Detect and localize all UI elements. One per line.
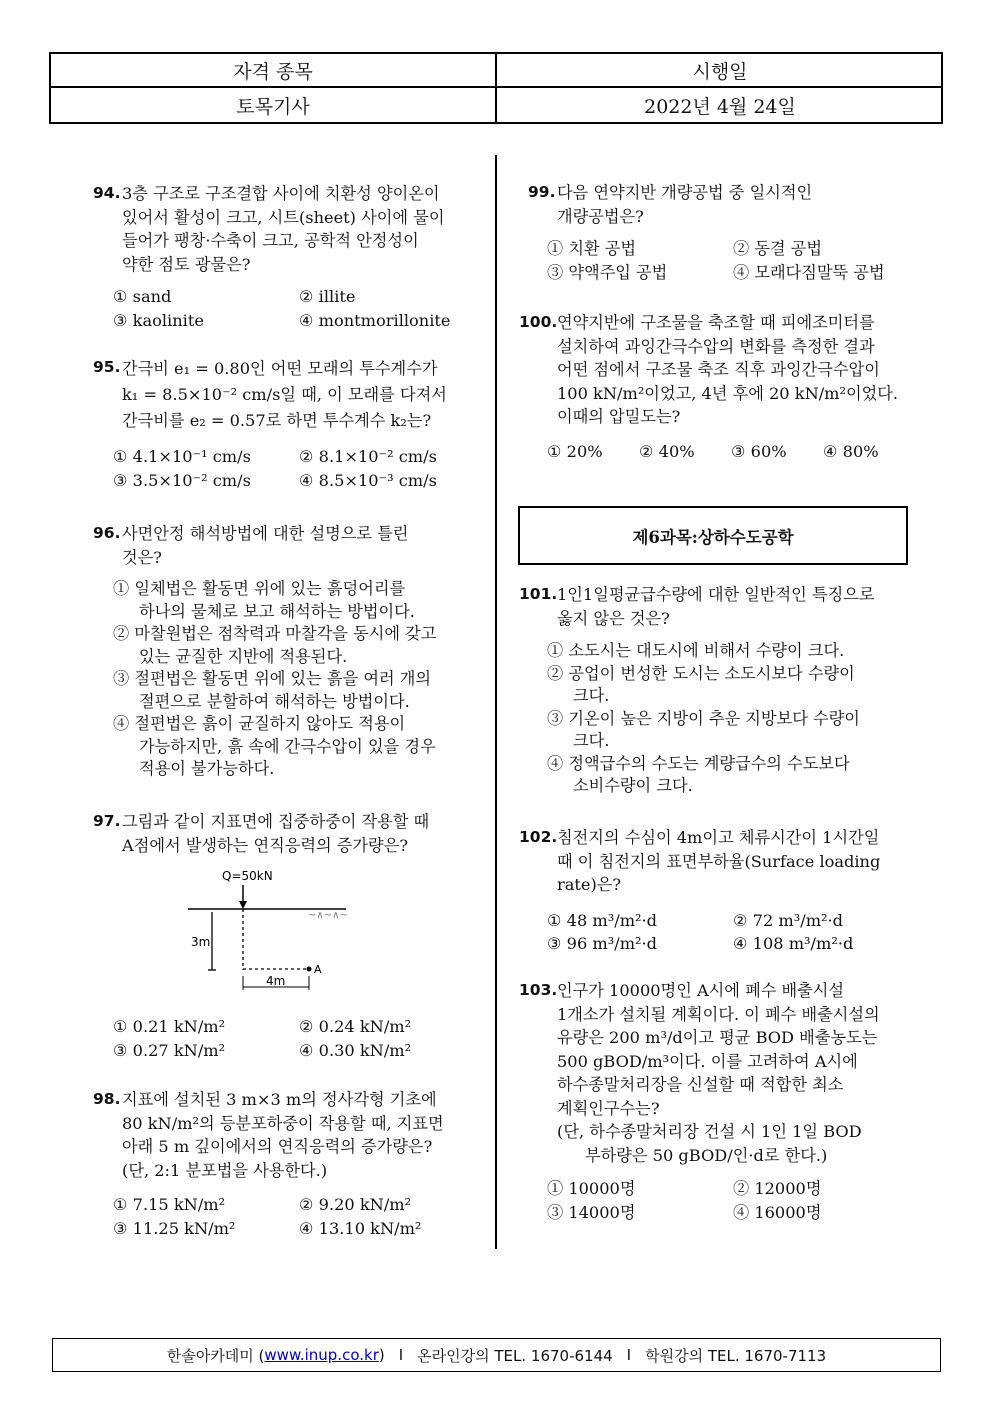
exam-info-table: [49, 52, 943, 124]
stem-line: 약한 점토 광물은?: [122, 254, 251, 274]
stem-line: 유량은 200 m³/d이고 평균 BOD 배출농도는: [557, 1028, 878, 1047]
question-number: 94.: [93, 184, 121, 202]
stem-line: 옳지 않은 것은?: [557, 608, 670, 628]
option-text: ④ 절편법은 흙이 균질하지 않아도 적용이: [113, 714, 406, 733]
stem-line: 침전지의 수심이 4m이고 체류시간이 1시간일: [557, 828, 880, 847]
stem-line: A점에서 발생하는 연직응력의 증가량은?: [122, 835, 408, 855]
question-94: [93, 182, 478, 332]
question-number: 101.: [519, 585, 558, 603]
option-2[interactable]: ② illite: [299, 287, 356, 306]
depth-label: 3m: [191, 935, 211, 949]
question-number: 99.: [528, 183, 556, 201]
option-4[interactable]: ④ 13.10 kN/m²: [299, 1218, 422, 1238]
option-1[interactable]: ① 20%: [547, 441, 603, 461]
option-4[interactable]: ④ 모래다짐말뚝 공법: [733, 262, 885, 282]
question-stem: [93, 522, 478, 569]
stem-line: 80 kN/m²의 등분포하중이 작용할 때, 지표면: [122, 1113, 444, 1133]
question-stem: [93, 1088, 478, 1182]
stem-line: 연약지반에 구조물을 축조할 때 피에조미터를: [557, 313, 875, 332]
option-2[interactable]: ② 0.24 kN/m²: [299, 1017, 412, 1036]
section-title-box: 제6과목:상하수도공학: [518, 506, 908, 565]
option-1[interactable]: ① 7.15 kN/m²: [113, 1195, 226, 1214]
answer-options: [113, 445, 478, 492]
option-3[interactable]: ③ 96 m³/m²·d: [547, 934, 658, 953]
question-97: [93, 810, 478, 857]
option-2[interactable]: ② 8.1×10⁻² cm/s: [299, 447, 437, 466]
option-1[interactable]: ① 0.21 kN/m²: [113, 1017, 226, 1036]
answer-options: [547, 640, 919, 798]
option-1[interactable]: ① 48 m³/m²·d: [547, 910, 658, 930]
question-number: 96.: [93, 524, 121, 542]
question-96: [93, 522, 478, 781]
footer-separator: I: [626, 1346, 632, 1364]
subject-value: 토목기사: [51, 88, 497, 122]
online-lecture-phone: 온라인강의 TEL. 1670-6144: [417, 1346, 613, 1365]
arrowhead-icon: [239, 901, 247, 909]
option-4[interactable]: ④ 0.30 kN/m²: [299, 1040, 412, 1060]
question-100: [519, 311, 919, 463]
answer-options: [113, 578, 478, 781]
option-text: ① 소도시는 대도시에 비해서 수량이 크다.: [547, 641, 845, 660]
option-3[interactable]: ③ 약액주입 공법: [547, 262, 668, 282]
stem-line: rate)은?: [557, 875, 622, 894]
answer-options: [113, 1015, 485, 1062]
option-text: ③ 절편법은 활동면 위에 있는 흙을 여러 개의: [113, 669, 432, 688]
option-text: ② 마찰원법은 점착력과 마찰각을 동시에 갖고: [113, 624, 437, 643]
option-4[interactable]: [113, 713, 478, 781]
answer-options: [113, 1193, 478, 1240]
date-value: 2022년 4월 24일: [644, 95, 796, 118]
question-stem: [519, 826, 919, 897]
option-text: 하나의 물체로 보고 해석하는 방법이다.: [139, 601, 415, 621]
option-4[interactable]: ④ montmorillonite: [299, 310, 451, 330]
option-2[interactable]: [113, 623, 478, 668]
option-text: ④ 정액급수의 수도는 계량급수의 수도보다: [547, 753, 850, 773]
option-4[interactable]: ④ 80%: [823, 441, 879, 461]
stem-line: 부하량은 50 gBOD/인·d로 한다.): [585, 1145, 828, 1165]
option-2[interactable]: ② 동결 공법: [733, 239, 823, 258]
option-3[interactable]: ③ 14000명: [547, 1202, 636, 1222]
footer-bar: [52, 1338, 941, 1372]
option-3[interactable]: ③ 11.25 kN/m²: [113, 1218, 236, 1238]
question-stem: [519, 979, 919, 1167]
option-3[interactable]: [547, 708, 919, 753]
stem-line: 3층 구조로 구조결합 사이에 치환성 양이온이: [122, 184, 440, 203]
question-stem: [528, 181, 928, 228]
stem-line: 들어가 팽창·수축이 크고, 공학적 안정성이: [122, 231, 419, 250]
stem-line: 있어서 활성이 크고, 시트(sheet) 사이에 물이: [122, 207, 445, 227]
question-stem: [519, 311, 919, 429]
question-number: 100.: [519, 313, 558, 331]
option-text: 가능하지만, 흙 속에 간극수압이 있을 경우: [139, 736, 436, 756]
option-2[interactable]: ② 9.20 kN/m²: [299, 1195, 412, 1214]
question-103: [519, 979, 919, 1224]
stem-line: 이때의 압밀도는?: [557, 407, 681, 426]
stem-line: (단, 하수종말처리장 건설 시 1인 1일 BOD: [557, 1122, 862, 1141]
option-4[interactable]: ④ 108 m³/m²·d: [733, 934, 854, 953]
stem-line: 계획인구수는?: [557, 1098, 660, 1118]
option-1[interactable]: ① sand: [113, 287, 172, 306]
option-text: 크다.: [573, 731, 610, 750]
stem-line: 때 이 침전지의 표면부하율(Surface loading: [557, 851, 881, 871]
website-link[interactable]: www.inup.co.kr: [264, 1346, 379, 1364]
stem-line: 아래 5 m 깊이에서의 연직응력의 증가량은?: [122, 1137, 433, 1156]
date-label: 시행일: [692, 60, 748, 83]
question-number: 102.: [519, 828, 558, 846]
question-97-options: [113, 1015, 485, 1062]
option-4[interactable]: ④ 8.5×10⁻³ cm/s: [299, 470, 437, 490]
stem-line: 간극비 e₁ = 0.80인 어떤 모래의 투수계수가: [122, 359, 438, 378]
option-text: ③ 기온이 높은 지방이 추운 지방보다 수량이: [547, 708, 860, 728]
option-1[interactable]: ① 10000명: [547, 1179, 636, 1198]
ground-hatch-icon: ~∧~∧~: [308, 910, 348, 921]
answer-options: [547, 237, 928, 284]
option-text: ② 공업이 번성한 도시는 소도시보다 수량이: [547, 663, 855, 683]
option-3[interactable]: ③ 0.27 kN/m²: [113, 1040, 226, 1060]
stem-line: 그림과 같이 지표면에 집중하중이 작용할 때: [122, 812, 430, 831]
offline-lecture-phone: 학원강의 TEL. 1670-7113: [645, 1346, 827, 1365]
option-3[interactable]: ③ 60%: [731, 441, 787, 461]
question-stem: [93, 182, 478, 276]
option-1[interactable]: ① 4.1×10⁻¹ cm/s: [113, 447, 251, 466]
stem-line: (단, 2:1 분포법을 사용한다.): [122, 1160, 328, 1180]
option-4[interactable]: ④ 16000명: [733, 1202, 822, 1222]
question-stem: [93, 356, 478, 434]
point-a-marker: [307, 967, 312, 972]
question-number: 98.: [93, 1090, 121, 1108]
academy-paren: ): [378, 1346, 385, 1364]
question-102: [519, 826, 919, 956]
option-text: 있는 균질한 지반에 적용된다.: [139, 646, 348, 666]
column-divider: [495, 155, 497, 1249]
point-a-label: A: [314, 963, 322, 976]
stem-line: 간극비를 e₂ = 0.57로 하면 투수계수 k₂는?: [122, 411, 432, 430]
option-3[interactable]: ③ 3.5×10⁻² cm/s: [113, 470, 251, 490]
question-95: [93, 356, 478, 492]
option-text: 소비수량이 크다.: [573, 776, 693, 795]
exam-info-value-row: [51, 88, 941, 122]
stem-line: 다음 연약지반 개량공법 중 일시적인: [557, 183, 813, 202]
stem-line: 어떤 점에서 구조물 축조 직후 과잉간극수압이: [557, 360, 880, 379]
option-2[interactable]: ② 12000명: [733, 1179, 822, 1198]
option-1[interactable]: ① 치환 공법: [547, 239, 637, 258]
option-1[interactable]: [113, 578, 478, 623]
option-text: 적용이 불가능하다.: [139, 759, 275, 778]
question-stem: [519, 583, 919, 630]
option-3[interactable]: ③ kaolinite: [113, 310, 204, 330]
academy-name: 한솔아카데미 (: [166, 1346, 265, 1365]
footer-separator: I: [398, 1346, 404, 1364]
stem-line: k₁ = 8.5×10⁻² cm/s일 때, 이 모래를 다져서: [122, 385, 447, 404]
answer-options: [547, 440, 919, 464]
option-2[interactable]: [547, 663, 919, 708]
question-stem: [93, 810, 478, 857]
stem-line: 지표에 설치된 3 m×3 m의 정사각형 기초에: [122, 1090, 437, 1109]
option-2[interactable]: ② 40%: [639, 441, 695, 461]
offset-label: 4m: [266, 974, 286, 988]
stem-line: 사면안정 해석방법에 대한 설명으로 틀린: [122, 524, 409, 543]
option-1[interactable]: [547, 640, 919, 663]
stem-line: 1개소가 설치될 계획이다. 이 폐수 배출시설의: [557, 1004, 880, 1024]
point-load-figure: [186, 866, 356, 994]
option-text: 절편으로 분할하여 해석하는 방법이다.: [139, 691, 410, 711]
stem-line: 100 kN/m²이었고, 4년 후에 20 kN/m²이었다.: [557, 383, 899, 403]
question-98: [93, 1088, 478, 1240]
question-99: [528, 181, 928, 284]
question-number: 103.: [519, 981, 558, 999]
option-2[interactable]: ② 72 m³/m²·d: [733, 910, 844, 930]
option-3[interactable]: [113, 668, 478, 713]
question-number: 95.: [93, 358, 121, 376]
stem-line: 인구가 10000명인 A시에 폐수 배출시설: [557, 981, 845, 1000]
exam-info-header-row: [51, 54, 941, 88]
stem-line: 설치하여 과잉간극수압의 변화를 측정한 결과: [557, 336, 875, 356]
answer-options: [547, 1177, 919, 1224]
stem-line: 500 gBOD/m³이다. 이를 고려하여 A시에: [557, 1051, 858, 1071]
stem-line: 것은?: [122, 547, 162, 567]
subject-label: 자격 종목: [51, 54, 497, 86]
stem-line: 1인1일평균급수량에 대한 일반적인 특징으로: [557, 585, 875, 604]
load-label: Q=50kN: [222, 869, 273, 883]
option-text: ① 일체법은 활동면 위에 있는 흙덩어리를: [113, 579, 406, 598]
option-text: 크다.: [573, 686, 610, 705]
stem-line: 개량공법은?: [557, 206, 644, 226]
answer-options: [547, 909, 919, 956]
option-4[interactable]: [547, 753, 919, 798]
question-number: 97.: [93, 812, 121, 830]
question-101: [519, 583, 919, 798]
stem-line: 하수종말처리장을 신설할 때 적합한 최소: [557, 1075, 844, 1094]
answer-options: [113, 285, 478, 332]
